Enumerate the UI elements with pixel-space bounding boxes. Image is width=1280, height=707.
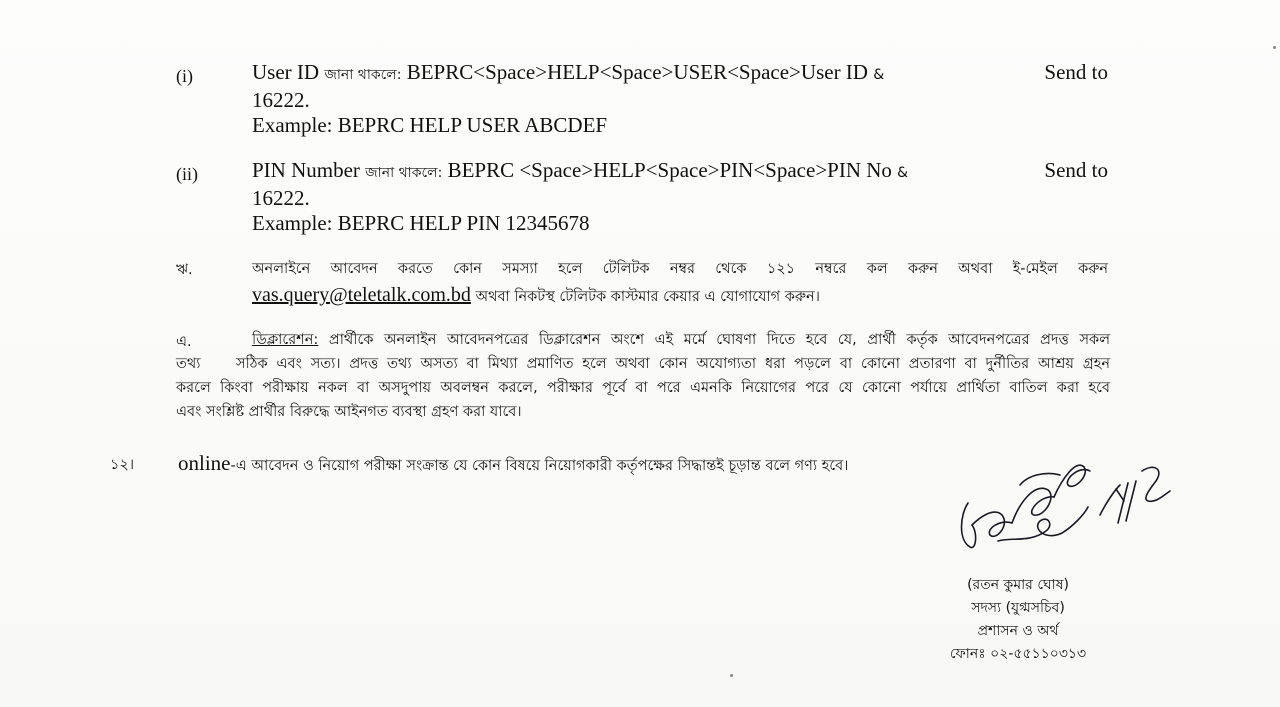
item-marker: (ii) — [176, 164, 198, 184]
scan-speck — [730, 674, 733, 677]
item-line-left — [252, 60, 884, 88]
amp-symbol: & — [897, 165, 909, 181]
item-pin-number — [252, 158, 1108, 236]
declaration-line — [176, 352, 1110, 376]
section-marker: ঋ. — [176, 262, 193, 278]
final-clause-lead: online — [178, 451, 231, 475]
item-marker: (i) — [176, 66, 193, 86]
sms-format: BEPRC<Space>HELP<Space>USER<Space>User ID — [406, 60, 868, 84]
signature-image — [950, 445, 1190, 575]
help-line-tail: অথবা নিকটস্থ টেলিটক কাস্টমার কেয়ার এ যোগাযোগ করুন। — [475, 289, 820, 305]
help-line: অনলাইনে আবেদন করতে কোন সমস্যা হলে টেলিটক নম্বর থেকে ১২১ নম্বরে কল করুন অথবা ই-মেইল করুন — [252, 261, 1108, 277]
help-line-2 — [252, 282, 1108, 310]
help-contact-paragraph — [252, 256, 1108, 310]
signatory-block — [923, 574, 1113, 666]
declaration-line: এবং সংশ্লিষ্ট প্রার্থীর বিরুদ্ধে আইনগত ব্যবস্থা গ্রহণ করা যাবে। — [176, 404, 522, 420]
final-clause-text: -এ আবেদন ও নিয়োগ পরীক্ষা সংক্রান্ত যে কোন বিষয়ে নিয়োগকারী কর্তৃপক্ষের সিদ্ধান্তই চূড়ান্ত বলে গণ্য হবে। — [230, 458, 849, 474]
item-line — [252, 158, 1108, 186]
sms-number: 16222. — [252, 186, 310, 210]
declaration-line: করলে কিংবা পরীক্ষায় নকল বা অসদুপায় অবলম্বন করলে, পরীক্ষার পূর্বে বা পরে এমনকি নিয়োগের পরে যে কোনো পর্যায়ে প্রার্থিতা বাতিল করা হবে — [176, 380, 1110, 396]
send-to-text: Send to — [1044, 158, 1108, 182]
signatory-phone: ফোনঃ ০২-৫৫১১০৩১৩ — [949, 646, 1087, 662]
sms-number: 16222. — [252, 88, 310, 112]
item-label: User ID — [252, 60, 320, 84]
scan-speck — [1273, 46, 1276, 49]
support-email-link[interactable]: vas.query@teletalk.com.bd — [252, 284, 471, 306]
declaration-paragraph — [176, 328, 1110, 424]
sms-example: Example: BEPRC HELP USER ABCDEF — [252, 113, 608, 137]
item-label-bn: জানা থাকলে: — [365, 165, 443, 181]
item-line-left — [252, 158, 908, 186]
send-to-text: Send to — [1044, 60, 1108, 84]
declaration-text: সঠিক এবং সত্য। প্রদত্ত তথ্য অসত্য বা মিথ্যা প্রমাণিত হলে অথবা কোন অযোগ্যতা ধরা পড়লে বা কোনো প্রতারণা বা দুর্নীতির আশ্রয় গ্রহন — [236, 356, 1110, 372]
item-label-bn: জানা থাকলে: — [324, 67, 402, 83]
declaration-text: প্রার্থীকে অনলাইন আবেদনপত্রের ডিক্লারেশন অংশে এই মর্মে ঘোষণা দিতে হবে যে, প্রার্থী কর্তৃক আবেদনপত্রের প্রদত্ত সকল — [328, 332, 1111, 348]
amp-symbol: & — [873, 67, 885, 83]
final-clause — [178, 451, 848, 478]
item-line — [252, 60, 1108, 88]
item-label: PIN Number — [252, 158, 360, 182]
sms-format: BEPRC <Space>HELP<Space>PIN<Space>PIN No — [447, 158, 892, 182]
signatory-department: প্রশাসন ও অর্থ — [977, 623, 1059, 639]
signatory-designation: সদস্য (যুগ্মসচিব) — [971, 600, 1065, 616]
declaration-text: তথ্য — [176, 356, 201, 372]
section-marker: এ. — [176, 334, 192, 350]
sms-example: Example: BEPRC HELP PIN 12345678 — [252, 211, 590, 235]
item-number: ১২। — [110, 457, 135, 473]
declaration-heading: ডিক্লারেশন: — [252, 332, 319, 348]
signatory-name: (রতন কুমার ঘোষ) — [967, 577, 1069, 593]
item-user-id — [252, 60, 1108, 138]
declaration-line — [176, 328, 1110, 352]
